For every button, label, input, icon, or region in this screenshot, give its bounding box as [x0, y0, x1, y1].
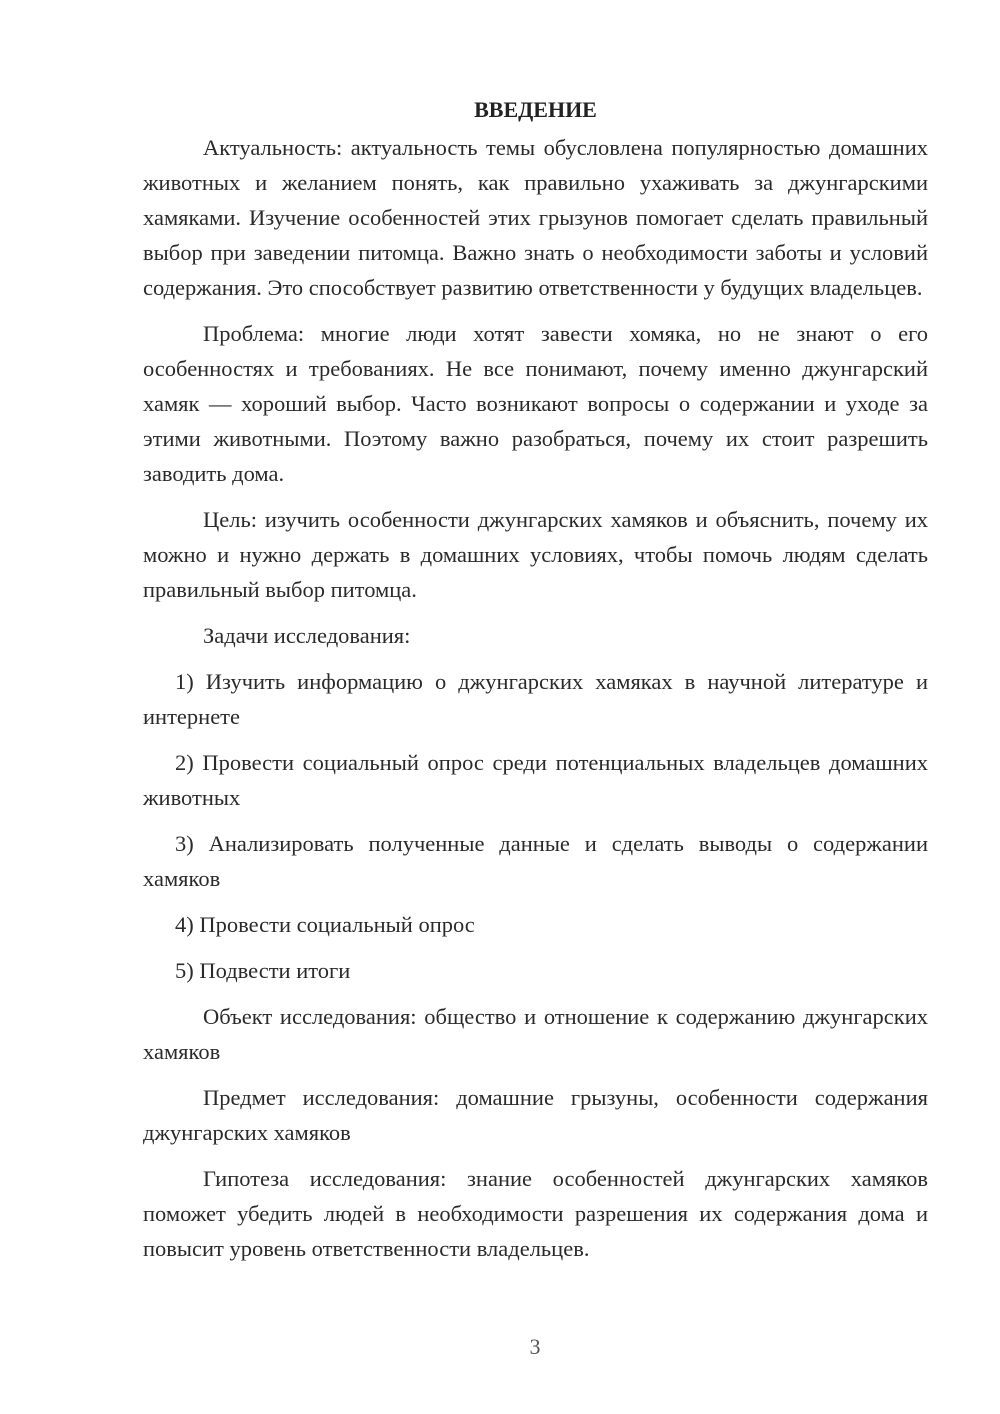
- paragraph-problem: Проблема: многие люди хотят завести хомяка, но не знают о его особенностях и требованиях. Не все понимают, почему именно джунгарский хамяк — хороший выбор. Часто возникают вопросы о содержании и уходе за этими животными. Поэтому важно разобраться, почему их стоит разрешить заводить дома.: [143, 321, 928, 486]
- paragraph-tasks-heading: Задачи исследования:: [203, 623, 411, 648]
- paragraph-subject: Предмет исследования: домашние грызуны, особенности содержания джунгарских хамяков: [143, 1085, 928, 1145]
- task-item-4: 4) Провести социальный опрос: [175, 912, 475, 937]
- page-number: 3: [529, 1334, 541, 1359]
- task-item-3: 3) Анализировать полученные данные и сделать выводы о содержании хамяков: [143, 831, 928, 891]
- paragraph-object: Объект исследования: общество и отношение к содержанию джунгарских хамяков: [143, 1004, 928, 1064]
- page-content: [143, 92, 928, 1277]
- section-title: ВВЕДЕНИЕ: [474, 97, 597, 122]
- task-item-5: 5) Подвести итоги: [175, 958, 351, 983]
- paragraph-goal: Цель: изучить особенности джунгарских хамяков и объяснить, почему их можно и нужно держать в домашних условиях, чтобы помочь людям сделать правильный выбор питомца.: [143, 507, 928, 602]
- task-item-2: 2) Провести социальный опрос среди потенциальных владельцев домашних животных: [143, 750, 928, 810]
- task-item-1: 1) Изучить информацию о джунгарских хамяках в научной литературе и интернете: [143, 669, 928, 729]
- paragraph-hypothesis: Гипотеза исследования: знание особенностей джунгарских хамяков поможет убедить людей в необходимости разрешения их содержания дома и повысит уровень ответственности владельцев.: [143, 1166, 928, 1261]
- paragraph-relevance: Актуальность: актуальность темы обусловлена популярностью домашних животных и желанием понять, как правильно ухаживать за джунгарскими хамяками. Изучение особенностей этих грызунов помогает сделать правильный выбор при заведении питомца. Важно знать о необходимости заботы и условий содержания. Это способствует развитию ответственности у будущих владельцев.: [143, 135, 928, 300]
